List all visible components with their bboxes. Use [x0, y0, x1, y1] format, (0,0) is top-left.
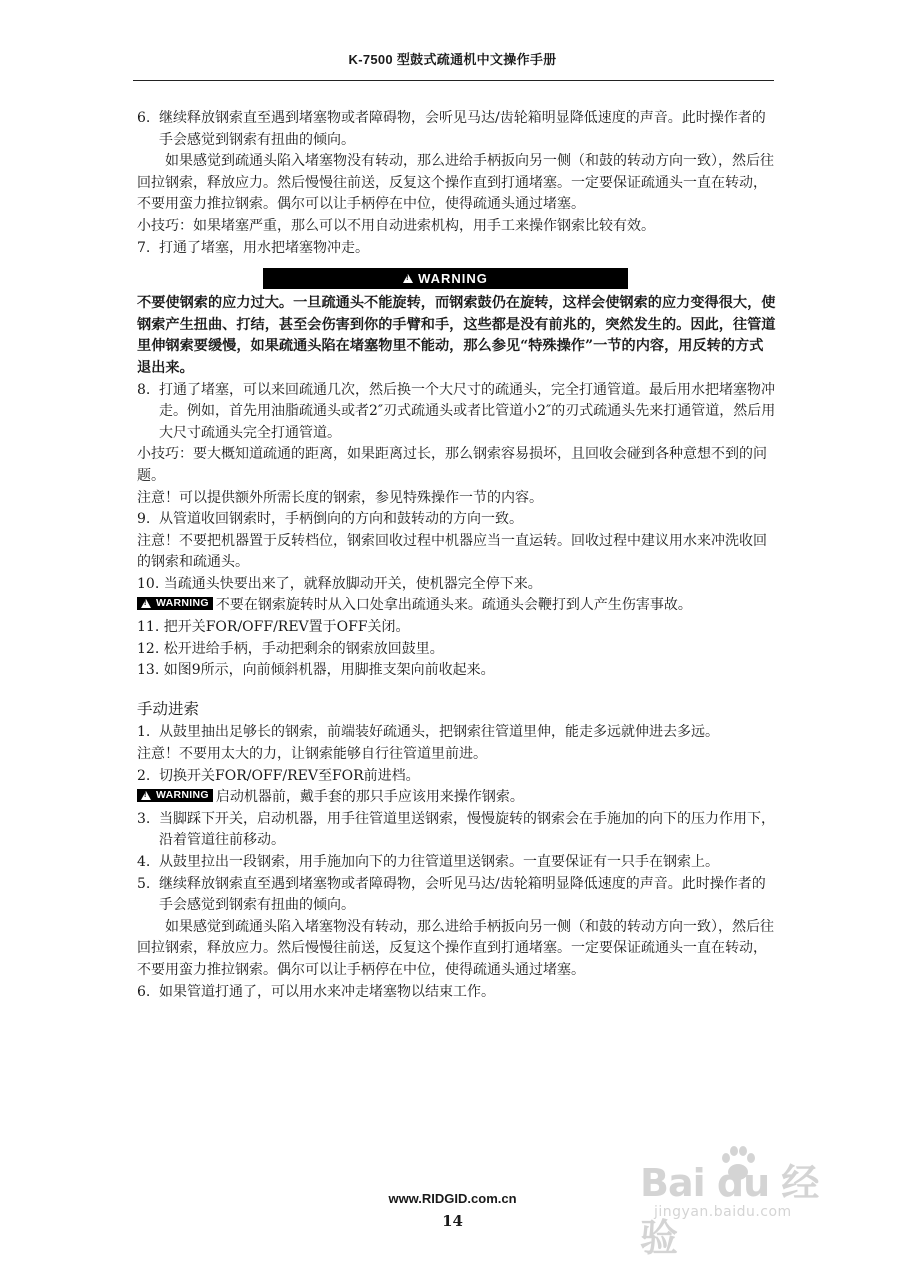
page-header-title: K-7500 型鼓式疏通机中文操作手册 — [348, 52, 557, 67]
list-item — [137, 982, 777, 1004]
warning-inline-paragraph — [137, 787, 777, 809]
note-text: 注意！不要用太大的力，让钢索能够自行往管道里前进。 — [137, 746, 487, 763]
list-text: 如果管道打通了，可以用水来冲走堵塞物以结束工作。 — [159, 983, 495, 1000]
list-item — [137, 509, 777, 531]
list-text: 从鼓里抽出足够长的钢索，前端装好疏通头，把钢索往管道里伸，能走多远就伸进去多远。 — [159, 724, 719, 741]
list-number: 9. — [137, 511, 151, 528]
warning-banner — [263, 268, 628, 289]
watermark-url: jingyan.baidu.com — [654, 1204, 792, 1220]
list-number: 6. — [137, 110, 151, 126]
list-text: 当脚踩下开关，启动机器，用手往管道里送钢索，慢慢旋转的钢索会在手施加的向下的压力作用下，沿着管道往前移动。 — [159, 810, 775, 849]
list-item — [137, 852, 777, 874]
footer-url: www.RIDGID.com.cn — [388, 1191, 517, 1206]
paw-icon — [716, 1142, 760, 1186]
list-number: 3. — [137, 810, 151, 827]
list-text: 从鼓里拉出一段钢索，用手施加向下的力往管道里送钢索。一直要保证有一只手在钢索上。 — [159, 854, 719, 870]
list-item: 10. 当疏通头快要出来了，就释放脚动开关，使机器完全停下来。 — [137, 575, 542, 592]
baidu-watermark — [640, 1142, 855, 1260]
list-item: 11. 把开关FOR/OFF/REV置于OFF关闭。 — [137, 619, 410, 636]
list-item — [137, 722, 777, 744]
list-number: 2. — [137, 767, 151, 784]
list-number: 8. — [137, 381, 151, 398]
document-body — [137, 108, 777, 1003]
list-item: 12. 松开进给手柄，手动把剩余的钢索放回鼓里。 — [137, 640, 444, 657]
tip-text: 小技巧：如果堵塞严重，那么可以不用自动进索机构，用手工来操作钢索比较有效。 — [137, 217, 655, 234]
warning-banner-label: WARNING — [418, 270, 488, 286]
list-number: 1. — [137, 724, 151, 741]
list-item — [137, 108, 777, 151]
warning-badge — [137, 597, 213, 610]
paragraph: 如果感觉到疏通头陷入堵塞物没有转动，那么进给手柄扳向另一侧（和鼓的转动方向一致），然后往回拉钢索，释放应力。然后慢慢往前送，反复这个操作直到打通堵塞。一定要保证疏通头一直在转动，不要用蛮力推拉钢索。偶尔可以让手柄停在中位，使得疏通头通过堵塞。 — [137, 918, 774, 978]
warning-triangle-icon — [141, 599, 151, 608]
list-item — [137, 874, 777, 917]
list-number: 4. — [137, 854, 151, 870]
paragraph: 如果感觉到疏通头陷入堵塞物没有转动，那么进给手柄扳向另一侧（和鼓的转动方向一致），然后往回拉钢索，释放应力。然后慢慢往前送，反复这个操作直到打通堵塞。一定要保证疏通头一直在转动，不要用蛮力推拉钢索。偶尔可以让手柄停在中位，使得疏通头通过堵塞。 — [137, 153, 774, 213]
note-text: 注意！可以提供额外所需长度的钢索，参见特殊操作一节的内容。 — [137, 489, 543, 506]
list-number: 6. — [137, 983, 151, 1000]
warning-badge-label: WARNING — [156, 788, 209, 801]
header-rule — [133, 80, 774, 81]
warning-inline-text: 启动机器前，戴手套的那只手应该用来操作钢索。 — [215, 789, 524, 806]
page-number: 14 — [442, 1212, 463, 1230]
list-text: 切换开关FOR/OFF/REV至FOR前进档。 — [159, 767, 420, 784]
list-text: 从管道收回钢索时，手柄倒向的方向和鼓转动的方向一致。 — [159, 511, 523, 528]
warning-text: 不要使钢索的应力过大。一旦疏通头不能旋转，而钢索鼓仍在旋转，这样会使钢索的应力变得很大，使钢索产生扭曲、打结，甚至会伤害到你的手臂和手，这些都是没有前兆的，突然发生的。因此，往管道里伸钢索要缓慢，如果疏通头陷在堵塞物里不能动，那么参见“特殊操作”一节的内容，用反转的方式退出来。 — [137, 295, 776, 376]
list-number: 5. — [137, 875, 151, 892]
warning-inline-paragraph — [137, 595, 777, 617]
tip-text: 小技巧：要大概知道疏通的距离，如果距离过长，那么钢索容易损坏，且回收会碰到各种意想不到的问题。 — [137, 446, 767, 484]
list-item: 13. 如图9所示，向前倾斜机器，用脚推支架向前收起来。 — [137, 662, 495, 679]
list-text: 继续释放钢索直至遇到堵塞物或者障碍物，会听见马达/齿轮箱明显降低速度的声音。此时操作者的手会感觉到钢索有扭曲的倾向。 — [159, 110, 766, 148]
list-text: 打通了堵塞，用水把堵塞物冲走。 — [159, 239, 369, 256]
list-item — [137, 238, 777, 260]
list-text: 打通了堵塞，可以来回疏通几次，然后换一个大尺寸的疏通头，完全打通管道。最后用水把堵塞物冲走。例如，首先用油脂疏通头或者2″刃式疏通头或者比管道小2″的刃式疏通头先来打通管道，然后用大尺寸疏通头完全打通管道。 — [159, 381, 776, 441]
warning-badge-label: WARNING — [156, 597, 209, 610]
list-item — [137, 766, 777, 788]
note-text: 注意！不要把机器置于反转档位，钢索回收过程中机器应当一直运转。回收过程中建议用水来冲洗收回的钢索和疏通头。 — [137, 532, 767, 571]
watermark-logo-text: Bai du 经验 — [640, 1161, 819, 1260]
warning-badge — [137, 789, 213, 802]
list-item — [137, 380, 777, 445]
warning-triangle-icon — [141, 791, 151, 800]
warning-triangle-icon — [403, 274, 413, 283]
warning-inline-text: 不要在钢索旋转时从入口处拿出疏通头来。疏通头会鞭打到人产生伤害事故。 — [215, 597, 692, 614]
list-item — [137, 809, 777, 852]
list-text: 继续释放钢索直至遇到堵塞物或者障碍物，会听见马达/齿轮箱明显降低速度的声音。此时操作者的手会感觉到钢索有扭曲的倾向。 — [159, 875, 766, 914]
list-number: 7. — [137, 239, 151, 256]
section-title: 手动进索 — [137, 699, 200, 718]
